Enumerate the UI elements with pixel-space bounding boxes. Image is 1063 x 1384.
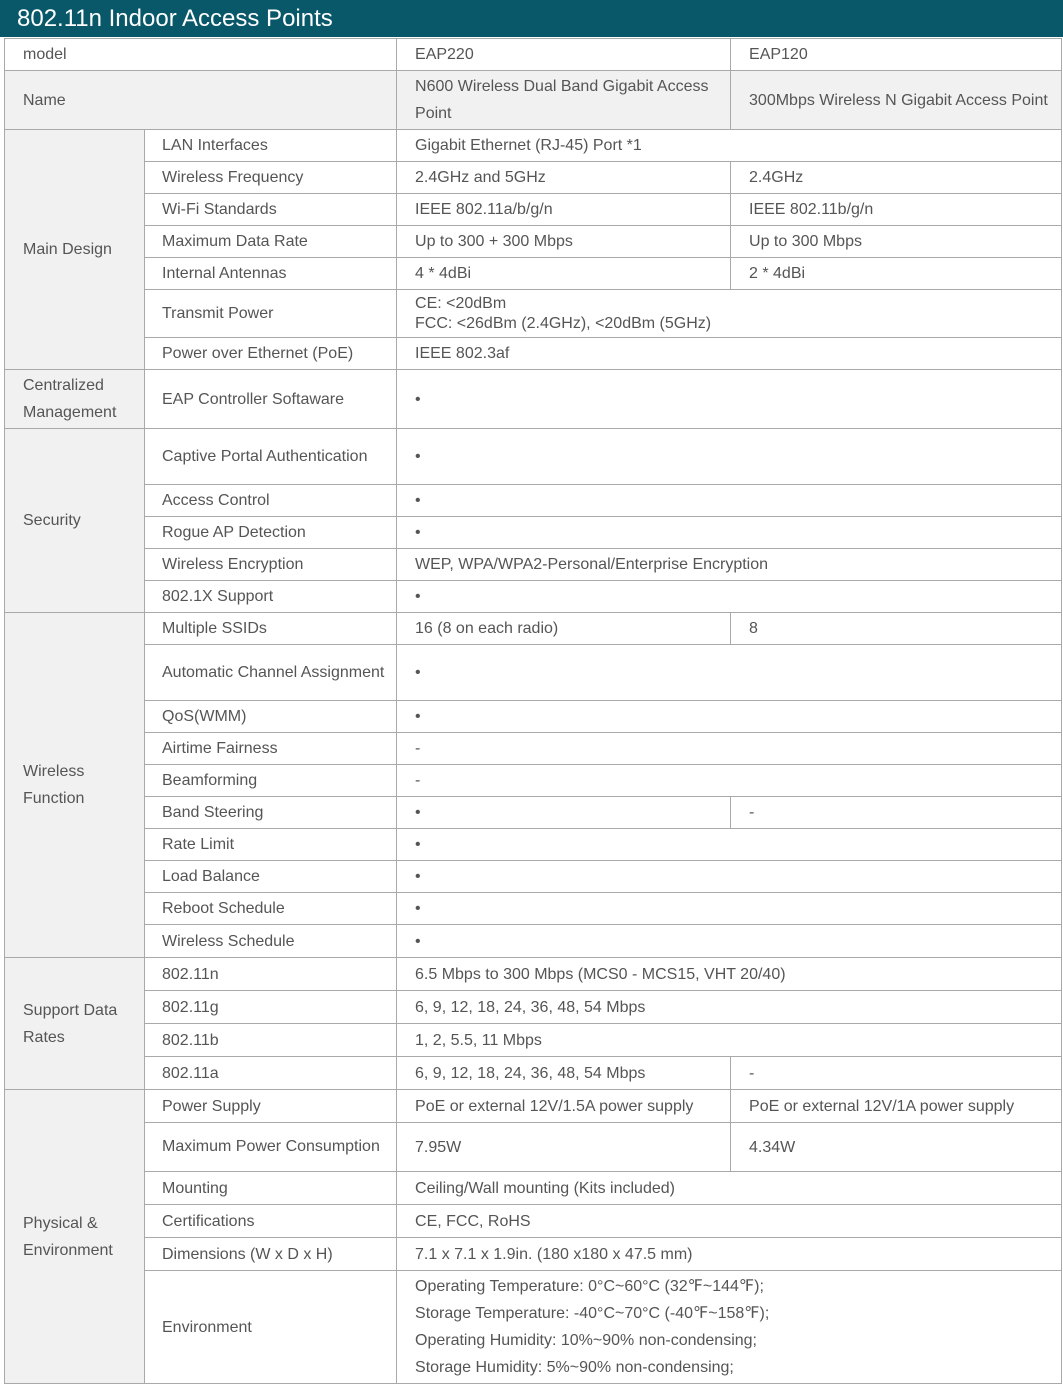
table-row — [5, 258, 1062, 290]
row-label: Rogue AP Detection — [145, 517, 397, 549]
table-row — [5, 958, 1062, 991]
row-value-2: - — [731, 797, 1062, 829]
row-value: - — [397, 733, 1062, 765]
header-model-1: EAP220 — [397, 39, 731, 71]
row-label: 802.11a — [145, 1057, 397, 1090]
row-value: • — [397, 925, 1062, 958]
table-row — [5, 485, 1062, 517]
row-label: Maximum Data Rate — [145, 226, 397, 258]
row-value-2: - — [731, 1057, 1062, 1090]
row-value: 6, 9, 12, 18, 24, 36, 48, 54 Mbps — [397, 991, 1062, 1024]
page-title: 802.11n Indoor Access Points — [0, 0, 1063, 37]
table-row — [5, 194, 1062, 226]
value-line: FCC: <26dBm (2.4GHz), <20dBm (5GHz) — [415, 314, 712, 332]
table-row — [5, 549, 1062, 581]
row-label: Internal Antennas — [145, 258, 397, 290]
row-value: • — [397, 485, 1062, 517]
table-row — [5, 645, 1062, 701]
row-value-1: IEEE 802.11a/b/g/n — [397, 194, 731, 226]
table-row — [5, 429, 1062, 485]
row-value-1: • — [397, 797, 731, 829]
table-row — [5, 701, 1062, 733]
row-value: IEEE 802.3af — [397, 338, 1062, 370]
table-row — [5, 130, 1062, 162]
row-value-2: 2.4GHz — [731, 162, 1062, 194]
row-label: 802.11b — [145, 1024, 397, 1057]
row-label: Beamforming — [145, 765, 397, 797]
row-label: 802.11n — [145, 958, 397, 991]
row-value: • — [397, 893, 1062, 925]
value-line: Storage Humidity: 5%~90% non-condensing; — [415, 1359, 734, 1376]
row-value-2: Up to 300 Mbps — [731, 226, 1062, 258]
row-label: Airtime Fairness — [145, 733, 397, 765]
value-line: Operating Humidity: 10%~90% non-condensing; — [415, 1332, 757, 1349]
row-label: Maximum Power Consumption — [145, 1123, 397, 1172]
group-wireless-function: Wireless Function — [5, 613, 145, 958]
table-row — [5, 925, 1062, 958]
row-value: • — [397, 829, 1062, 861]
table-row — [5, 1205, 1062, 1238]
row-value-2: 4.34W — [731, 1123, 1062, 1172]
row-value: • — [397, 581, 1062, 613]
row-value — [397, 290, 1062, 338]
row-label: Dimensions (W x D x H) — [145, 1238, 397, 1271]
table-row — [5, 370, 1062, 429]
table-row — [5, 290, 1062, 338]
row-value-2: 8 — [731, 613, 1062, 645]
group-security: Security — [5, 429, 145, 613]
table-row — [5, 581, 1062, 613]
header-label: model — [5, 39, 397, 71]
spec-table — [4, 38, 1062, 1384]
table-row — [5, 517, 1062, 549]
row-value-1: 4 * 4dBi — [397, 258, 731, 290]
row-value: • — [397, 701, 1062, 733]
row-value: Gigabit Ethernet (RJ-45) Port *1 — [397, 130, 1062, 162]
row-label: Wi-Fi Standards — [145, 194, 397, 226]
header-model-2: EAP120 — [731, 39, 1062, 71]
value-line: CE: <20dBm — [415, 294, 507, 312]
row-value-1: 2.4GHz and 5GHz — [397, 162, 731, 194]
row-value-1: PoE or external 12V/1.5A power supply — [397, 1090, 731, 1123]
name-label: Name — [5, 71, 397, 130]
group-data-rates: Support Data Rates — [5, 958, 145, 1090]
row-value: - — [397, 765, 1062, 797]
row-label: Reboot Schedule — [145, 893, 397, 925]
value-line: Operating Temperature: 0°C~60°C (32℉~144℉); — [415, 1278, 764, 1295]
row-value-1: 6, 9, 12, 18, 24, 36, 48, 54 Mbps — [397, 1057, 731, 1090]
table-row — [5, 861, 1062, 893]
row-label: EAP Controller Softaware — [145, 370, 397, 429]
group-centralized: Centralized Management — [5, 370, 145, 429]
row-label: Wireless Frequency — [145, 162, 397, 194]
table-row — [5, 1057, 1062, 1090]
row-label: Mounting — [145, 1172, 397, 1205]
row-label: Environment — [145, 1271, 397, 1384]
row-value-2: IEEE 802.11b/g/n — [731, 194, 1062, 226]
table-row — [5, 71, 1062, 130]
row-value: • — [397, 517, 1062, 549]
table-row — [5, 893, 1062, 925]
group-physical-environment: Physical & Environment — [5, 1090, 145, 1384]
row-label: LAN Interfaces — [145, 130, 397, 162]
table-row — [5, 829, 1062, 861]
table-row — [5, 338, 1062, 370]
row-label: Power over Ethernet (PoE) — [145, 338, 397, 370]
row-label: Rate Limit — [145, 829, 397, 861]
row-value-2: PoE or external 12V/1A power supply — [731, 1090, 1062, 1123]
table-row — [5, 1238, 1062, 1271]
name-value-1: N600 Wireless Dual Band Gigabit Access Point — [397, 71, 731, 130]
table-row — [5, 991, 1062, 1024]
row-value: 7.1 x 7.1 x 1.9in. (180 x180 x 47.5 mm) — [397, 1238, 1062, 1271]
row-value: 6.5 Mbps to 300 Mbps (MCS0 - MCS15, VHT 20/40) — [397, 958, 1062, 991]
table-row — [5, 765, 1062, 797]
row-label: Captive Portal Authentication — [145, 429, 397, 485]
table-row — [5, 1172, 1062, 1205]
table-row — [5, 797, 1062, 829]
value-line: Storage Temperature: -40°C~70°C (-40℉~158℉); — [415, 1305, 770, 1322]
row-label: Power Supply — [145, 1090, 397, 1123]
row-label: Load Balance — [145, 861, 397, 893]
row-value: • — [397, 429, 1062, 485]
table-row — [5, 162, 1062, 194]
row-value-1: 7.95W — [397, 1123, 731, 1172]
row-value: • — [397, 370, 1062, 429]
row-value: 1, 2, 5.5, 11 Mbps — [397, 1024, 1062, 1057]
row-value-1: Up to 300 + 300 Mbps — [397, 226, 731, 258]
row-label: Automatic Channel Assignment — [145, 645, 397, 701]
group-main-design: Main Design — [5, 130, 145, 370]
row-value: Ceiling/Wall mounting (Kits included) — [397, 1172, 1062, 1205]
row-label: Multiple SSIDs — [145, 613, 397, 645]
row-value — [397, 1271, 1062, 1384]
row-value: CE, FCC, RoHS — [397, 1205, 1062, 1238]
row-label: Certifications — [145, 1205, 397, 1238]
table-row — [5, 39, 1062, 71]
row-value: WEP, WPA/WPA2-Personal/Enterprise Encryption — [397, 549, 1062, 581]
row-label: Transmit Power — [145, 290, 397, 338]
row-label: Wireless Encryption — [145, 549, 397, 581]
row-label: 802.11g — [145, 991, 397, 1024]
table-row — [5, 733, 1062, 765]
table-row — [5, 226, 1062, 258]
row-label: Band Steering — [145, 797, 397, 829]
row-value: • — [397, 645, 1062, 701]
table-row — [5, 1123, 1062, 1172]
table-row — [5, 1271, 1062, 1384]
row-value-2: 2 * 4dBi — [731, 258, 1062, 290]
name-value-2: 300Mbps Wireless N Gigabit Access Point — [731, 71, 1062, 130]
row-value: • — [397, 861, 1062, 893]
table-row — [5, 1090, 1062, 1123]
row-label: QoS(WMM) — [145, 701, 397, 733]
table-row — [5, 1024, 1062, 1057]
row-label: Access Control — [145, 485, 397, 517]
row-label: 802.1X Support — [145, 581, 397, 613]
row-value-1: 16 (8 on each radio) — [397, 613, 731, 645]
row-label: Wireless Schedule — [145, 925, 397, 958]
table-row — [5, 613, 1062, 645]
